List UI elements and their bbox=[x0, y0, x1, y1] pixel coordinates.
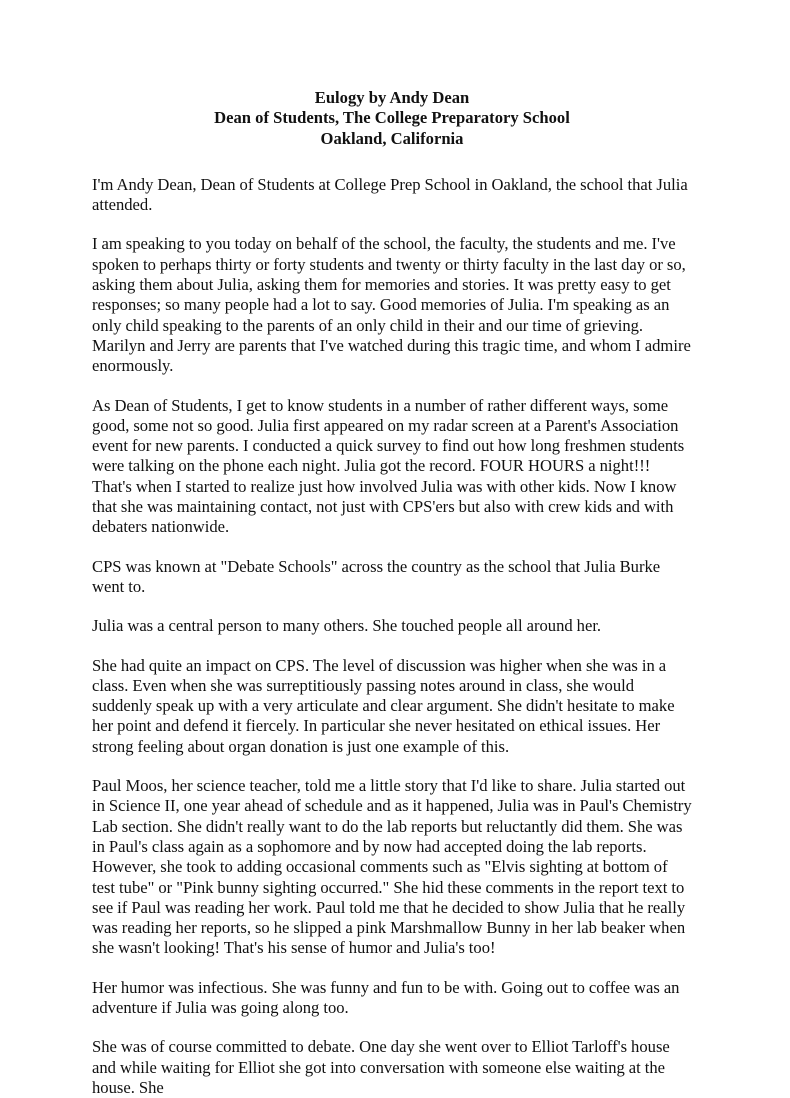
paragraph: Her humor was infectious. She was funny and fun to be with. Going out to coffee was an adventure if Julia was going along too. bbox=[92, 977, 680, 1017]
paragraph: Julia was a central person to many others. She touched people all around her. bbox=[92, 616, 602, 636]
document-title bbox=[92, 88, 692, 149]
document-body bbox=[92, 175, 692, 1098]
title-line-3: Oakland, California bbox=[320, 128, 464, 148]
title-line-1: Eulogy by Andy Dean bbox=[314, 88, 470, 107]
paragraph: I am speaking to you today on behalf of the school, the faculty, the students and me. I've spoken to perhaps thirty or forty students and twenty or thirty faculty in the last day or so, asking them about Julia, asking them for memories and stories. It was pretty easy to get responses; so many people had a lot to say. Good memories of Julia. I'm speaking as an only child speaking to the parents of an only child in their and our time of grieving. Marilyn and Jerry are parents that I've watched during this tragic time, and whom I admire enormously. bbox=[92, 234, 691, 376]
paragraph: Paul Moos, her science teacher, told me a little story that I'd like to share. Julia started out in Science II, one year ahead of schedule and as it happened, Julia was in Paul's Chemistry Lab section. She didn't really want to do the lab reports but reluctantly did them. She was in Paul's class again as a sophomore and by now had accepted doing the lab reports. However, she took to adding occasional comments such as "Elvis sighting at bottom of test tube" or "Pink bunny sighting occurred." She hid these comments in the report text to see if Paul was reading her work. Paul told me that he decided to show Julia that he really was reading her reports, so he slipped a pink Marshmallow Bunny in her lab beaker when she wasn't looking! That's his sense of humor and Julia's too! bbox=[92, 776, 692, 958]
paragraph: I'm Andy Dean, Dean of Students at College Prep School in Oakland, the school that Julia attended. bbox=[92, 174, 688, 215]
paragraph: CPS was known at "Debate Schools" across the country as the school that Julia Burke went to. bbox=[92, 556, 661, 596]
paragraph: As Dean of Students, I get to know students in a number of rather different ways, some good, some not so good. Julia first appeared on my radar screen at a Parent's Association event for new parents. I conducted a quick survey to find out how long freshmen students were talking on the phone each night. Julia got the record. FOUR HOURS a night!!! That's when I started to realize just how involved Julia was with other kids. Now I know that she was maintaining contact, not just with CPS'ers but also with crew kids and with debaters nationwide. bbox=[92, 395, 685, 537]
paragraph: She had quite an impact on CPS. The level of discussion was higher when she was in a class. Even when she was surreptitiously passing notes around in class, she would suddenly speak up with a very articulate and clear argument. She didn't hesitate to make her point and defend it fiercely. In particular she never hesitated on ethical issues. Her strong feeling about organ donation is just one example of this. bbox=[92, 655, 675, 756]
document-content bbox=[92, 88, 692, 1098]
paragraph: She was of course committed to debate. One day she went over to Elliot Tarloff's house and while waiting for Elliot she got into conversation with someone else waiting at the house. She bbox=[92, 1037, 670, 1097]
title-line-2: Dean of Students, The College Preparatory School bbox=[214, 108, 570, 128]
